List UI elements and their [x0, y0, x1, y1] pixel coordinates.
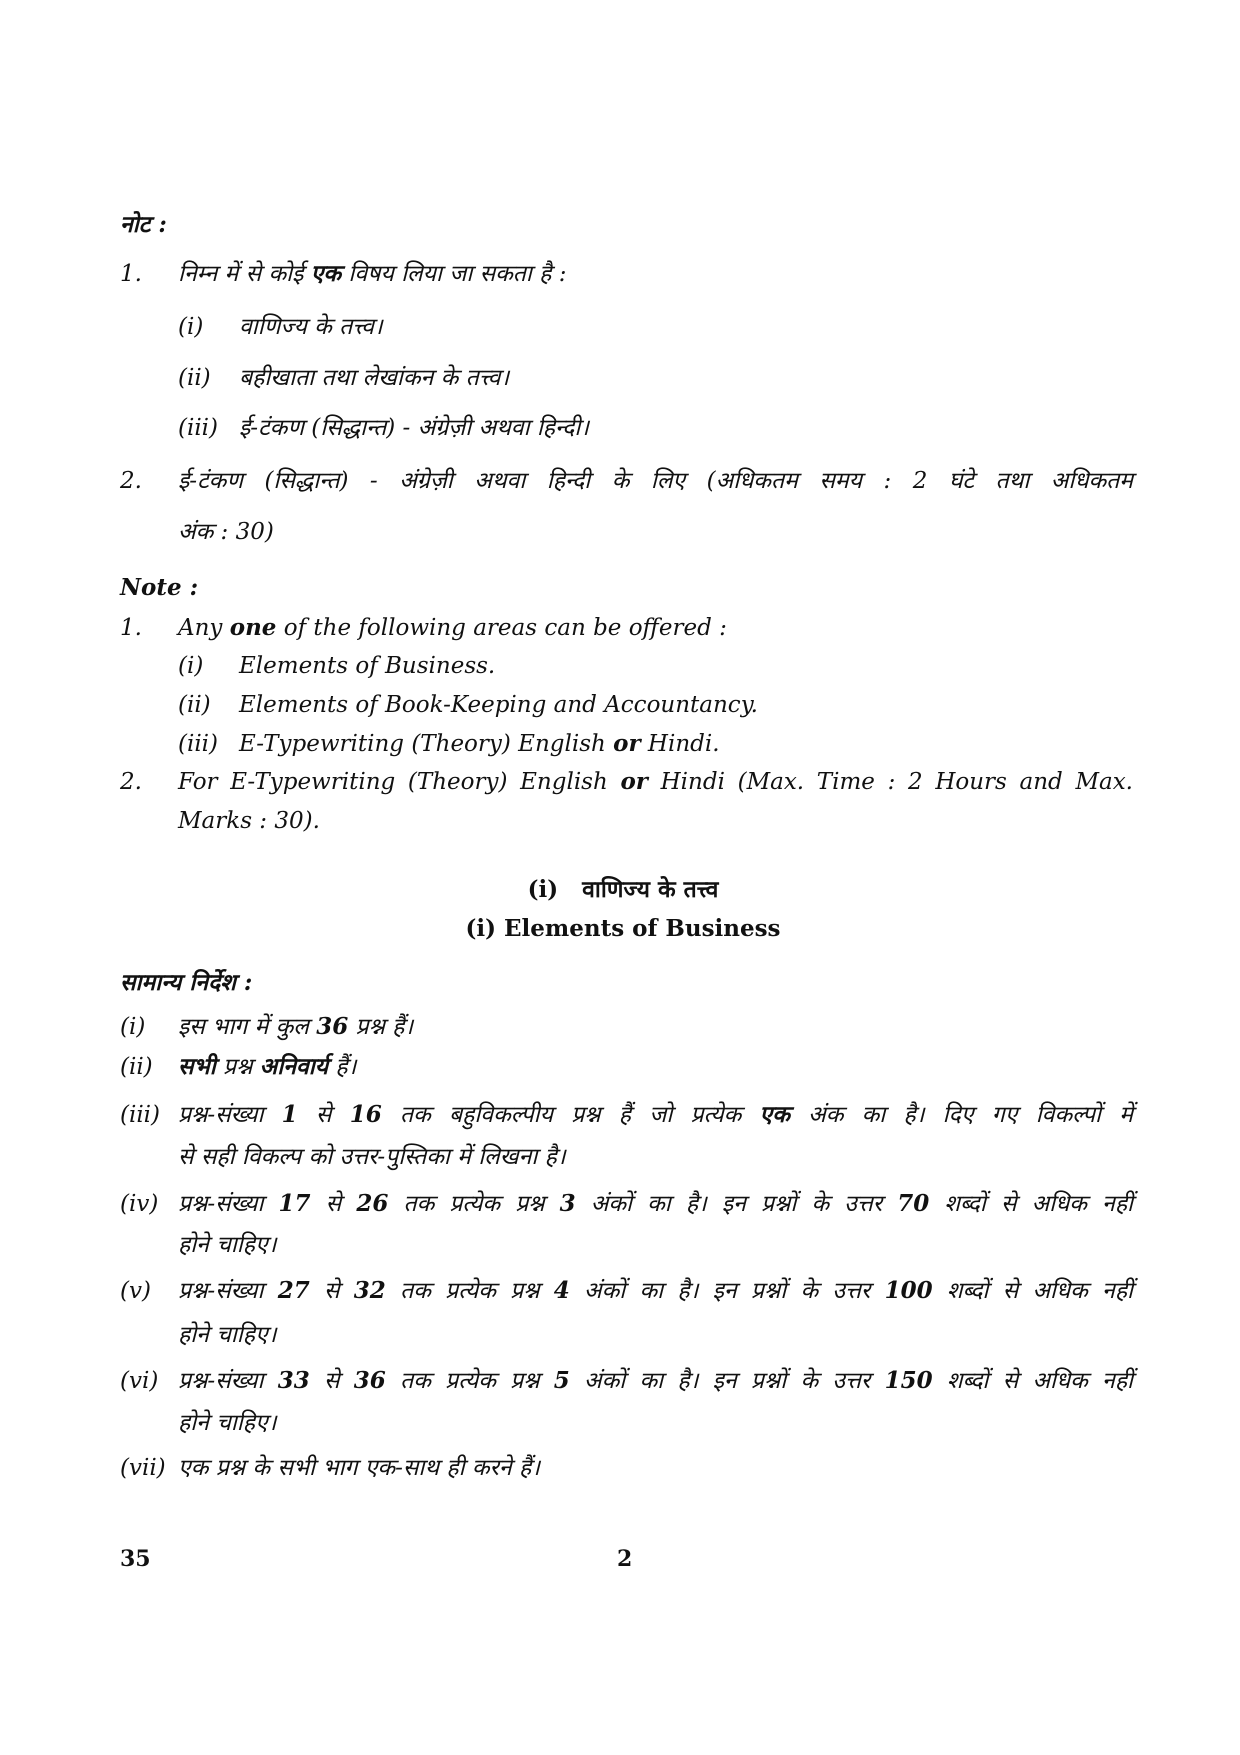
bold-text: 17: [278, 1190, 311, 1217]
text: प्रश्न हैं।: [348, 1014, 414, 1040]
bold-text: एक: [310, 260, 342, 287]
subitem-text: Elements of Book-Keeping and Accountancy.: [239, 692, 758, 718]
english-note-heading: Note :: [120, 574, 199, 601]
instruction-text: [178, 1011, 413, 1043]
bold-text: 26: [356, 1190, 389, 1217]
bold-text: 100: [884, 1277, 933, 1304]
text: अंक का है। दिए गए विकल्पों में: [789, 1102, 1134, 1128]
instruction-text: [178, 1188, 1133, 1220]
text: विषय लिया जा सकता है :: [341, 261, 567, 287]
text: of the following areas can be offered :: [276, 615, 727, 641]
item-text: [178, 612, 727, 644]
instruction-label: (iii): [120, 1102, 161, 1128]
instruction-label: (iv): [120, 1191, 159, 1217]
text: Hindi (Max. Time : 2 Hours and Max.: [647, 769, 1133, 795]
instructions-heading: सामान्य निर्देश :: [120, 969, 253, 996]
text: अंकों का है। इन प्रश्नों के उत्तर: [575, 1191, 898, 1217]
instruction-iii-cont: से सही विकल्प को उत्तर-पुस्तिका में लिखना है।: [178, 1144, 566, 1170]
item-text: [178, 258, 566, 290]
text: से: [309, 1278, 354, 1304]
instruction-iv-cont: होने चाहिए।: [178, 1232, 277, 1258]
subitem-text: ई-टंकण (सिद्धान्त) - अंग्रेज़ी अथवा हिन्दी।: [239, 415, 590, 441]
text: For E-Typewriting (Theory) English: [178, 769, 621, 795]
instruction-label: (v): [120, 1278, 151, 1304]
instruction-label: (vi): [120, 1368, 159, 1394]
item-number: 1.: [120, 615, 142, 641]
item-text: [178, 766, 1133, 798]
text: प्रश्न: [215, 1054, 260, 1080]
text: से: [310, 1191, 357, 1217]
text: प्रश्न-संख्या: [178, 1191, 279, 1217]
bold-text: 27: [277, 1277, 310, 1304]
bold-text: 36: [316, 1013, 349, 1040]
instruction-label: (vii): [120, 1455, 166, 1481]
text: तक प्रत्येक प्रश्न: [385, 1278, 554, 1304]
text: तक बहुविकल्पीय प्रश्न हैं जो प्रत्येक: [381, 1102, 760, 1128]
text: Hindi.: [640, 731, 720, 757]
paper-code: 35: [120, 1546, 151, 1572]
text: शब्दों से अधिक नहीं: [929, 1191, 1133, 1217]
item-text: ई-टंकण (सिद्धान्त) - अंग्रेज़ी अथवा हिन्दी के लिए (अधिकतम समय : 2 घंटे तथा अधिकतम: [178, 468, 1133, 494]
subitem-text: [239, 728, 720, 760]
item-number: 1.: [120, 261, 142, 287]
subitem-label: (iii): [178, 415, 219, 441]
instruction-v-cont: होने चाहिए।: [178, 1322, 277, 1348]
subitem-text: Elements of Business.: [239, 653, 496, 679]
subitem-text: बहीखाता तथा लेखांकन के तत्त्व।: [239, 365, 510, 391]
bold-text: 5: [553, 1367, 570, 1394]
text: प्रश्न-संख्या: [178, 1368, 278, 1394]
bold-text: 1: [281, 1101, 298, 1128]
bold-text: 3: [559, 1190, 576, 1217]
bold-text: 16: [349, 1101, 382, 1128]
text: तक प्रत्येक प्रश्न: [388, 1191, 560, 1217]
text: Any: [178, 615, 230, 641]
subitem-label: (ii): [178, 692, 211, 718]
bold-text: 4: [553, 1277, 570, 1304]
hindi-note-item-2-cont: अंक : 30): [178, 519, 274, 545]
bold-text: or: [620, 768, 648, 795]
text: इस भाग में कुल: [178, 1014, 317, 1040]
instruction-text: [178, 1275, 1133, 1307]
instruction-text: [178, 1365, 1133, 1397]
bold-text: one: [229, 614, 277, 641]
text: अंकों का है। इन प्रश्नों के उत्तर: [569, 1368, 885, 1394]
text: तक प्रत्येक प्रश्न: [385, 1368, 554, 1394]
hindi-note-heading: नोट :: [120, 211, 167, 238]
bold-text: अनिवार्य: [259, 1053, 329, 1080]
bold-text: 36: [353, 1367, 386, 1394]
instruction-vi-cont: होने चाहिए।: [178, 1410, 277, 1436]
text: हैं।: [328, 1054, 357, 1080]
instruction-label: (i): [120, 1014, 146, 1040]
text: शब्दों से अधिक नहीं: [932, 1278, 1133, 1304]
page-number: 2: [617, 1546, 633, 1572]
section-title-english: (i) Elements of Business: [465, 915, 781, 942]
subitem-label: (i): [178, 653, 204, 679]
bold-text: 150: [884, 1367, 933, 1394]
subitem-label: (iii): [178, 731, 219, 757]
instruction-text: [178, 1051, 356, 1083]
section-title-hindi: (i) वाणिज्य के तत्त्व: [527, 876, 719, 903]
bold-text: 70: [897, 1190, 930, 1217]
bold-text: 33: [277, 1367, 310, 1394]
subitem-label: (i): [178, 314, 204, 340]
text: से: [297, 1102, 350, 1128]
english-note-item-2-cont: Marks : 30).: [178, 808, 320, 834]
text: प्रश्न-संख्या: [178, 1278, 278, 1304]
item-number: 2.: [120, 468, 142, 494]
subitem-label: (ii): [178, 365, 211, 391]
text: अंकों का है। इन प्रश्नों के उत्तर: [569, 1278, 885, 1304]
bold-text: 32: [353, 1277, 386, 1304]
subitem-text: वाणिज्य के तत्त्व।: [239, 314, 383, 340]
instruction-label: (ii): [120, 1054, 153, 1080]
text: E-Typewriting (Theory) English: [239, 731, 614, 757]
bold-text: सभी: [178, 1053, 216, 1080]
bold-text: or: [613, 730, 641, 757]
instruction-text: [178, 1099, 1133, 1131]
bold-text: एक: [759, 1101, 790, 1128]
item-number: 2.: [120, 769, 142, 795]
text: शब्दों से अधिक नहीं: [932, 1368, 1133, 1394]
text: निम्न में से कोई: [178, 261, 311, 287]
text: प्रश्न-संख्या: [178, 1102, 282, 1128]
instruction-text: एक प्रश्न के सभी भाग एक-साथ ही करने हैं।: [178, 1455, 540, 1481]
text: से: [309, 1368, 354, 1394]
